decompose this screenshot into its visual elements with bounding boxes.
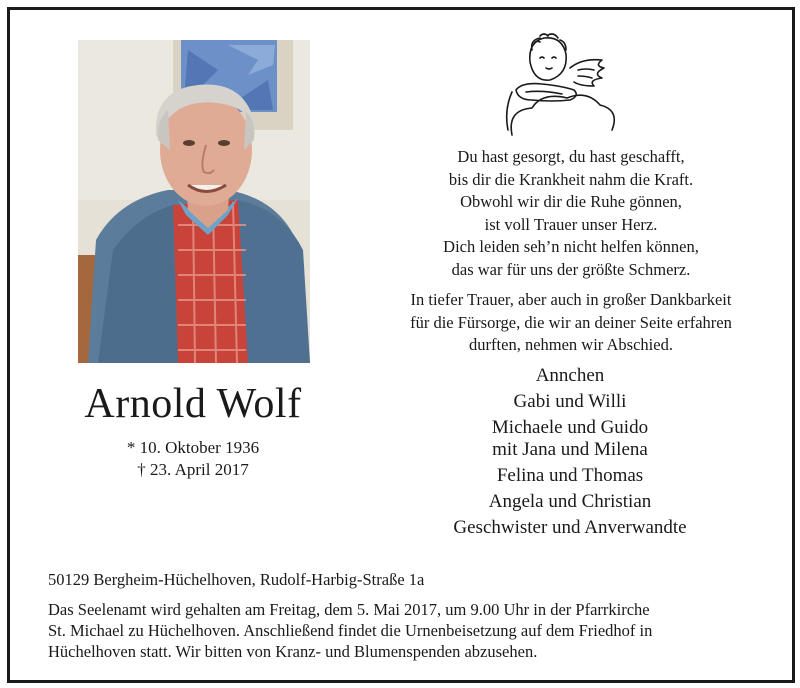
- poem-line: Obwohl wir dir die Ruhe gönnen,: [460, 192, 682, 211]
- mourner: Annchen: [535, 365, 605, 386]
- poem-verse: [390, 146, 752, 281]
- poem-line: ist voll Trauer unser Herz.: [484, 214, 658, 234]
- farewell-line: für die Fürsorge, die wir an deiner Seite erfahren: [410, 312, 732, 332]
- mourner: Geschwister und Anverwandte: [453, 517, 687, 538]
- address: 50129 Bergheim-Hüchelhoven, Rudolf-Harbig-Straße 1a: [48, 570, 425, 589]
- poem-line: bis dir die Krankheit nahm die Kraft.: [448, 169, 694, 189]
- mourner: Felina und Thomas: [496, 465, 644, 486]
- cherub-on-cloud-icon: [482, 30, 622, 140]
- mourner: Gabi und Willi: [513, 391, 627, 412]
- deceased-name: Arnold Wolf: [84, 381, 302, 427]
- mourner: Angela und Christian: [488, 491, 652, 512]
- farewell-line: durften, nehmen wir Abschied.: [469, 335, 673, 354]
- death-date: † 23. April 2017: [137, 460, 249, 479]
- notice-line: Das Seelenamt wird gehalten am Freitag, dem 5. Mai 2017, um 9.00 Uhr in der Pfarrkirche: [48, 600, 650, 619]
- funeral-notice: [48, 599, 752, 662]
- mourner: mit Jana und Milena: [492, 439, 648, 460]
- poem-line: das war für uns der größte Schmerz.: [451, 259, 691, 279]
- notice-line: St. Michael zu Hüchelhoven. Anschließend findet die Urnenbeisetzung auf dem Friedhof in: [48, 621, 653, 640]
- life-dates: [40, 437, 346, 481]
- poem-line: Du hast gesorgt, du hast geschafft,: [457, 147, 685, 166]
- mourner: Michaele und Guido: [491, 417, 649, 438]
- poem-line: Dich leiden seh’n nicht helfen können,: [443, 237, 699, 256]
- birth-date: * 10. Oktober 1936: [126, 438, 260, 457]
- portrait-photo: [78, 40, 310, 363]
- farewell-text: [380, 289, 762, 357]
- notice-line: Hüchelhoven statt. Wir bitten von Kranz- und Blumenspenden abzusehen.: [48, 642, 538, 661]
- farewell-line: In tiefer Trauer, aber auch in großer Dankbarkeit: [410, 290, 732, 309]
- mourners-list: [400, 365, 740, 539]
